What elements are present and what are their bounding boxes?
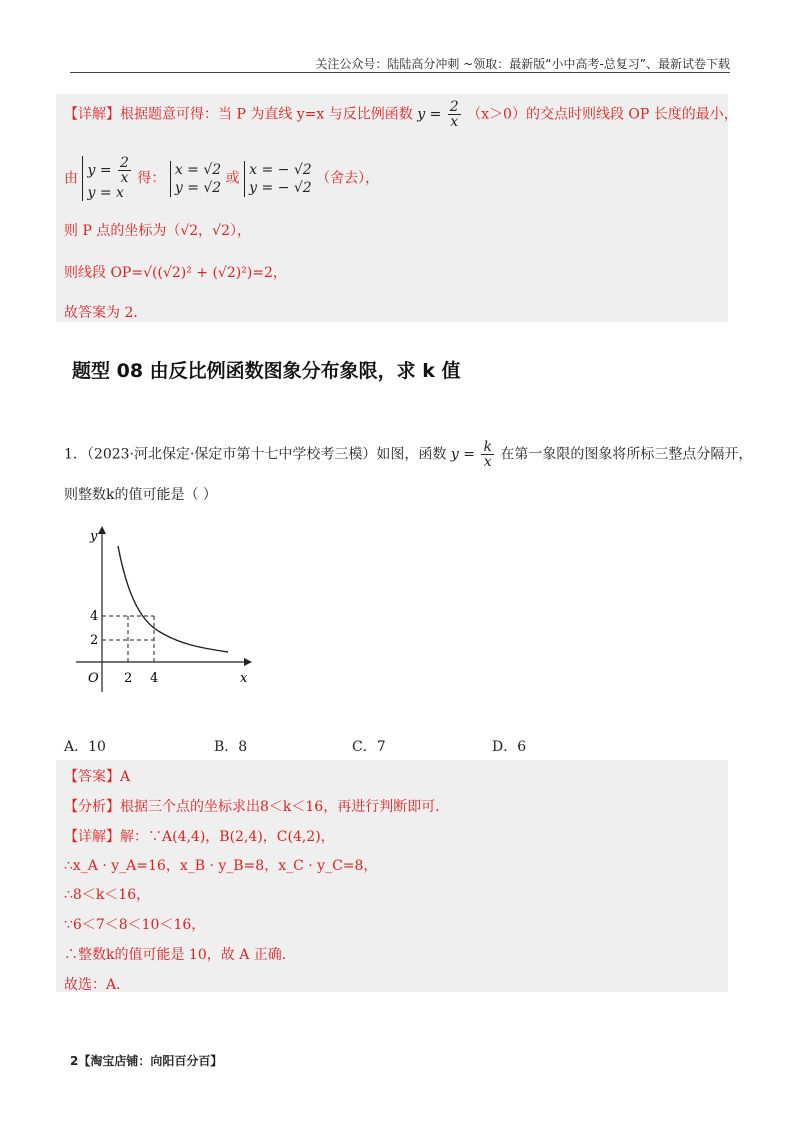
option-a[interactable]: A．10 [64, 739, 106, 755]
sol1-text: 【详解】根据题意可得：当 P 为直线 y=x 与反比例函数 [64, 106, 413, 123]
sys1-y: y = [87, 162, 112, 179]
page-header [70, 52, 730, 73]
sol1-de: 得： [137, 170, 166, 187]
function-graph [60, 520, 260, 700]
sol1-y: y = [417, 106, 442, 123]
y-label: y [90, 529, 98, 544]
sol1-line3: 则 P 点的坐标为（√2，√2）， [64, 223, 251, 239]
question-y: y = [450, 446, 475, 463]
section-title: 题型 08 由反比例函数图象分布象限，求 k 值 [72, 360, 461, 382]
step-1: ∴x_A · y_A=16，x_B · y_B=8，x_C · y_C=8， [64, 858, 378, 874]
page-footer: 2【淘宝店铺：向阳百分百】 [70, 1054, 223, 1068]
tick-y2: 2 [90, 633, 99, 648]
question-text-b: 在第一象限的图象将所标三整点分隔开， [500, 446, 753, 463]
step-4: ∴整数k的值可能是 10，故 A 正确． [64, 947, 296, 963]
sys3-eq2: y = − √2 [249, 179, 312, 196]
sys2-eq2: y = √2 [174, 179, 222, 196]
answer-line: 【答案】A [64, 769, 131, 785]
origin-label: O [88, 671, 99, 686]
sys3-eq1: x = − √2 [249, 161, 312, 178]
system-1 [82, 156, 132, 201]
sol1-text-b: （x＞0）的交点时则线段 OP 长度的最小， [467, 106, 738, 123]
sol1-line1 [64, 100, 738, 129]
question-text: 1．（2023·河北保定·保定市第十七中学校考三模）如图，函数 [64, 446, 447, 463]
x-axis-arrow [244, 658, 252, 666]
option-d[interactable]: D．6 [492, 739, 527, 755]
sys1-num: 2 [120, 155, 129, 171]
sys1-den: x [120, 170, 129, 186]
sol1-discard: （舍去）， [316, 170, 380, 187]
sys1-eq2: y = x [87, 185, 124, 201]
frac-x: x [483, 454, 492, 470]
tick-x4: 4 [150, 671, 159, 686]
sys1-frac [118, 156, 131, 185]
hyperbola-curve [118, 546, 228, 652]
option-c[interactable]: C．7 [352, 739, 386, 755]
frac-den: x [450, 114, 459, 130]
frac-k: k [483, 439, 492, 455]
sol1-line2 [64, 156, 379, 201]
tick-x2: 2 [124, 671, 133, 686]
sol1-line4: 则线段 OP=√((√2)² + (√2)²)=2， [64, 265, 287, 281]
step-2: ∴8＜k＜16， [64, 887, 151, 903]
sol1-or: 或 [225, 170, 240, 187]
y-axis-arrow [98, 526, 106, 534]
question-line1 [64, 440, 752, 469]
question-line2: 则整数k的值可能是（ ） [64, 487, 217, 503]
frac-num: 2 [449, 99, 459, 115]
header-text: 关注公众号：陆陆高分冲刺 ~领取：最新版“小中高考-总复习”、最新试卷下载 [315, 57, 730, 71]
step-3: ∵6＜7＜8＜10＜16， [64, 917, 206, 933]
x-label: x [240, 671, 248, 686]
fraction-2-over-x [448, 100, 461, 129]
sol1-line5: 故答案为 2． [64, 305, 148, 321]
sys2-eq1: x = √2 [174, 161, 222, 178]
system-3 [244, 161, 312, 197]
option-b[interactable]: B．8 [214, 739, 248, 755]
fraction-k-over-x [481, 440, 493, 469]
step-5: 故选：A． [64, 977, 131, 993]
system-2 [170, 161, 221, 197]
analysis-line: 【分析】根据三个点的坐标求出8＜k＜16，再进行判断即可． [64, 799, 450, 815]
tick-y4: 4 [90, 609, 99, 624]
sol1-you: 由 [64, 170, 78, 187]
detail-line: 【详解】解：∵A(4,4)，B(2,4)，C(4,2)， [64, 829, 335, 845]
